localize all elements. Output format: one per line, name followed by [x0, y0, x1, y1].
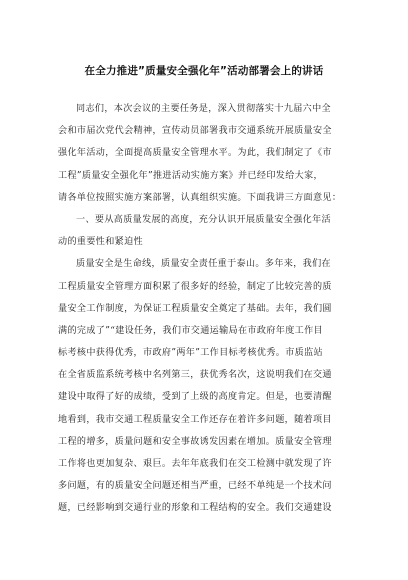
text-line: 满的完成了”“建设任务，我们市交通运输局在市政府年度工作目	[58, 325, 323, 336]
document-body	[58, 98, 352, 520]
text-line: 工程质量安全管理方面积累了很多好的经验，制定了比较完善的质	[58, 281, 332, 292]
text-line: 地看到，我市交通工程质量安全工作还存在着许多问题，随着项目	[58, 414, 332, 425]
text-line: 标考核中获得优秀，市政府”两年”工作目标考核优秀。市质监站	[58, 348, 323, 359]
text-line: 量安全工作制度，为保证工程质量安全奠定了基础。去年，我们圆	[58, 303, 332, 314]
document-title: 在全力推进”质量安全强化年”活动部署会上的讲话	[84, 65, 324, 77]
text-line: 题，已经影响到交通行业的形象和工程结构的安全。我们交通建设	[58, 503, 332, 514]
text-line: 请各单位按照实施方案部署，认真组织实施。下面我讲三方面意见：	[58, 192, 342, 203]
text-line: 建设中取得了好的成绩，受到了上级的高度肯定。但是，也要清醒	[58, 392, 332, 403]
text-line: 同志们，本次会议的主要任务是，深入贯彻落实十九届六中全	[76, 104, 331, 114]
text-line: 一、要从高质量发展的高度，充分认识开展质量安全强化年活	[76, 214, 331, 225]
text-line: 动的重要性和紧迫性	[58, 237, 143, 248]
text-line: 工程的增多，质量问题和安全事故诱发因素在增加。质量安全管理	[58, 436, 332, 447]
text-line: 工程”质量安全强化年”推进活动实施方案》并已经印发给大家，	[58, 170, 323, 181]
text-line: 会和市届次党代会精神，宣传动员部署我市交通系统开展质量安全	[58, 126, 332, 137]
text-line: 多问题，有的质量安全问题还相当严重，已经不单纯是一个技术问	[58, 481, 332, 492]
text-line: 质量安全是生命线，质量安全责任重于泰山。多年来，我们在	[76, 259, 331, 270]
text-line: 强化年活动，全面提高质量安全管理水平。为此，我们制定了《市	[58, 148, 332, 159]
text-line: 工作将也更加复杂、艰巨。去年年底我们在交工检测中就发现了许	[58, 459, 332, 469]
text-line: 在全省质监系统考核中名列第三，获优秀名次，这说明我们在交通	[58, 370, 332, 381]
